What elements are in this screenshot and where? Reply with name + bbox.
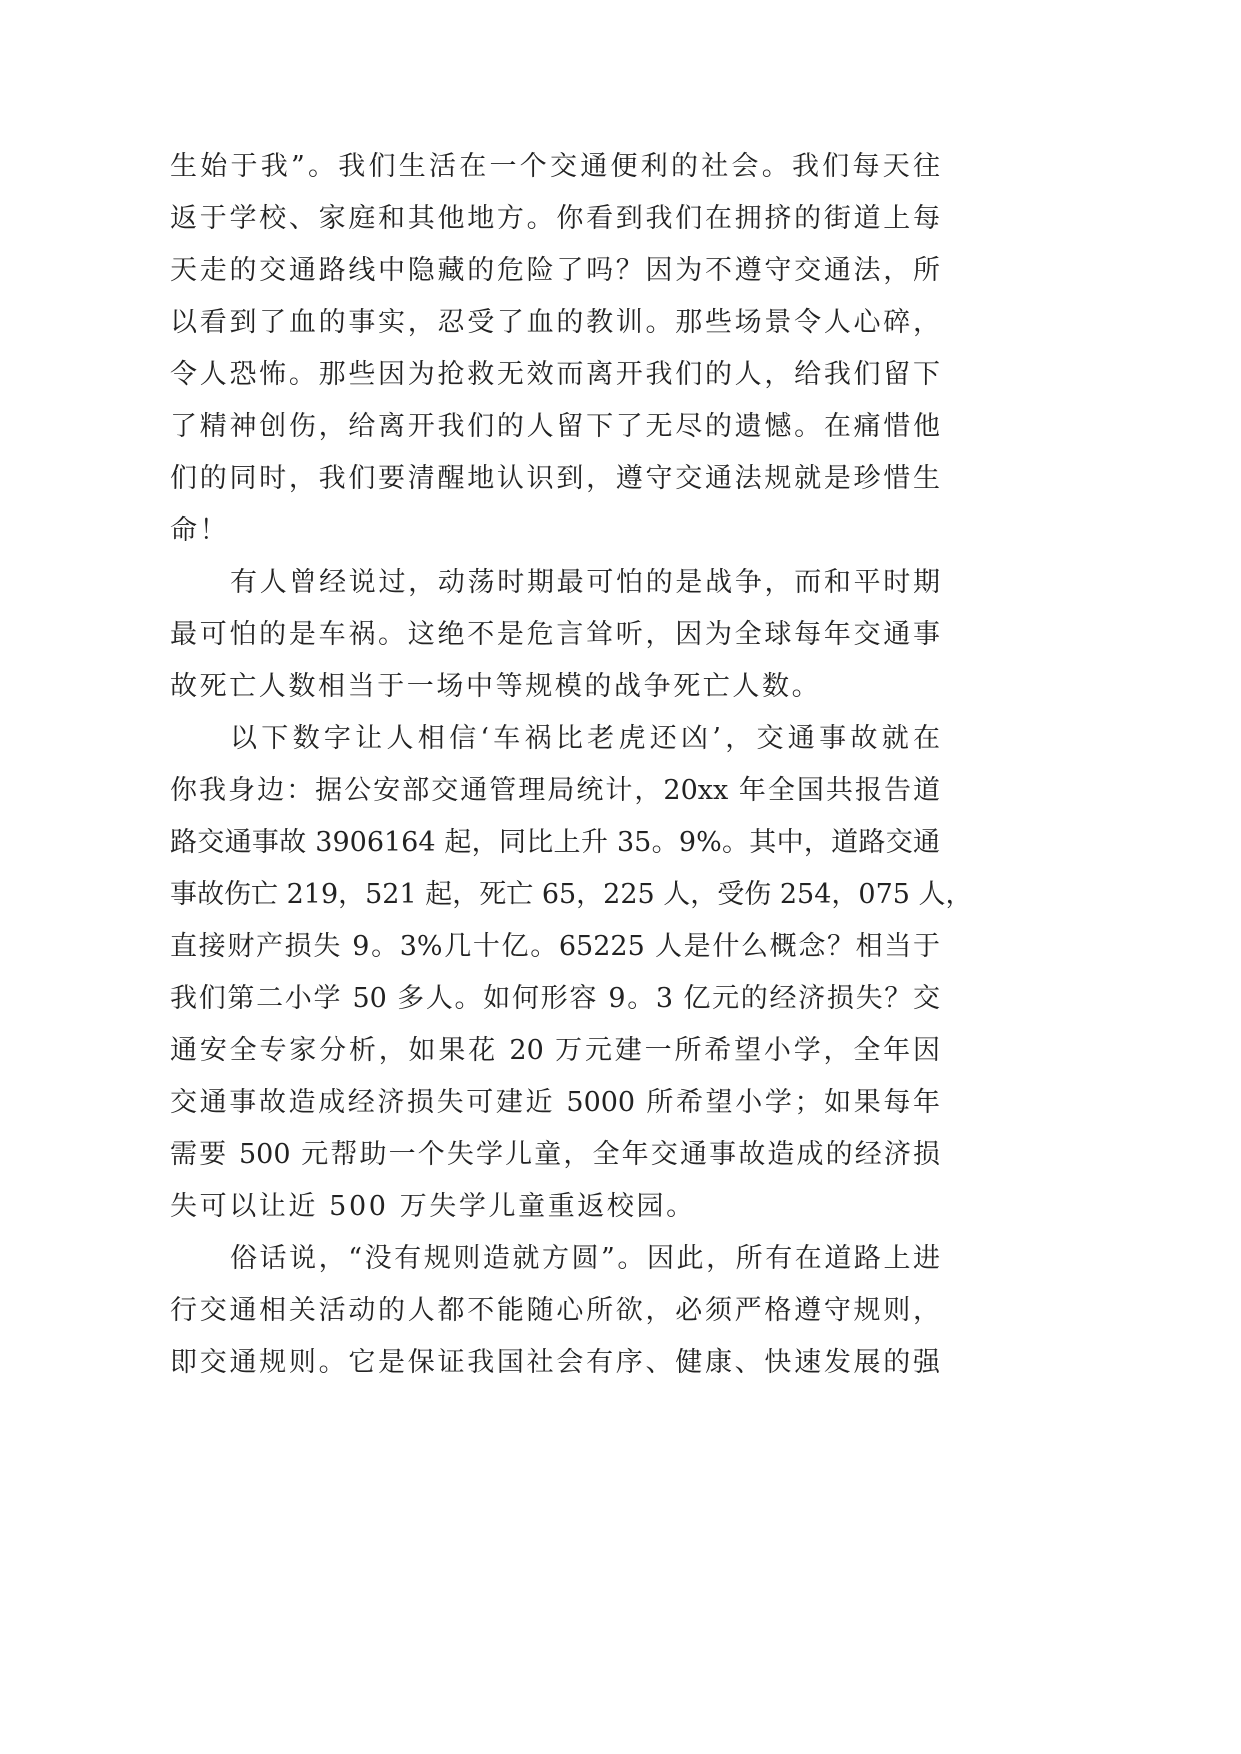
- text-line: 们的同时，我们要清醒地认识到，遵守交通法规就是珍惜生: [170, 463, 940, 494]
- text-line: 需要 500 元帮助一个失学儿童，全年交通事故造成的经济损: [170, 1139, 940, 1170]
- text-line: 天走的交通路线中隐藏的危险了吗？因为不遵守交通法，所: [170, 255, 940, 286]
- text-line: 返于学校、家庭和其他地方。你看到我们在拥挤的街道上每: [170, 203, 940, 234]
- text-line: 了精神创伤，给离开我们的人留下了无尽的遗憾。在痛惜他: [170, 411, 940, 442]
- text-line: 有人曾经说过，动荡时期最可怕的是战争，而和平时期: [230, 567, 940, 598]
- text-line: 生始于我”。我们生活在一个交通便利的社会。我们每天往: [170, 151, 940, 182]
- text-line: 以看到了血的事实，忍受了血的教训。那些场景令人心碎，: [170, 307, 940, 338]
- text-line: 事故伤亡 219，521 起，死亡 65，225 人，受伤 254，075 人，: [170, 879, 973, 910]
- paragraph: [170, 713, 973, 1233]
- text-line: 交通事故造成经济损失可建近 5000 所希望小学；如果每年: [170, 1087, 940, 1118]
- text-line: 故死亡人数相当于一场中等规模的战争死亡人数。: [170, 671, 822, 702]
- text-line: 路交通事故 3906164 起，同比上升 35。9%。其中，道路交通: [170, 827, 940, 858]
- text-line: 即交通规则。它是保证我国社会有序、健康、快速发展的强: [170, 1347, 940, 1378]
- text-line: 俗话说，“没有规则造就方圆”。因此，所有在道路上进: [230, 1243, 940, 1274]
- paragraph: [170, 1233, 940, 1389]
- text-line: 令人恐怖。那些因为抢救无效而离开我们的人，给我们留下: [170, 359, 940, 390]
- text-line: 通安全专家分析，如果花 20 万元建一所希望小学，全年因: [170, 1035, 940, 1066]
- text-line: 我们第二小学 50 多人。如何形容 9。3 亿元的经济损失？交: [170, 983, 940, 1014]
- text-line: 行交通相关活动的人都不能随心所欲，必须严格遵守规则，: [170, 1295, 940, 1326]
- text-line: 失可以让近 500 万失学儿童重返校园。: [170, 1191, 696, 1222]
- body-text: [170, 141, 973, 1389]
- text-line: 命！: [170, 515, 230, 546]
- text-line: 最可怕的是车祸。这绝不是危言耸听，因为全球每年交通事: [170, 619, 940, 650]
- paragraph: [170, 141, 940, 557]
- paragraph: [170, 557, 940, 713]
- text-line: 以下数字让人相信‘车祸比老虎还凶’，交通事故就在: [230, 723, 940, 754]
- text-line: 直接财产损失 9。3%几十亿。65225 人是什么概念？相当于: [170, 931, 940, 962]
- text-line: 你我身边：据公安部交通管理局统计，20xx 年全国共报告道: [170, 775, 940, 806]
